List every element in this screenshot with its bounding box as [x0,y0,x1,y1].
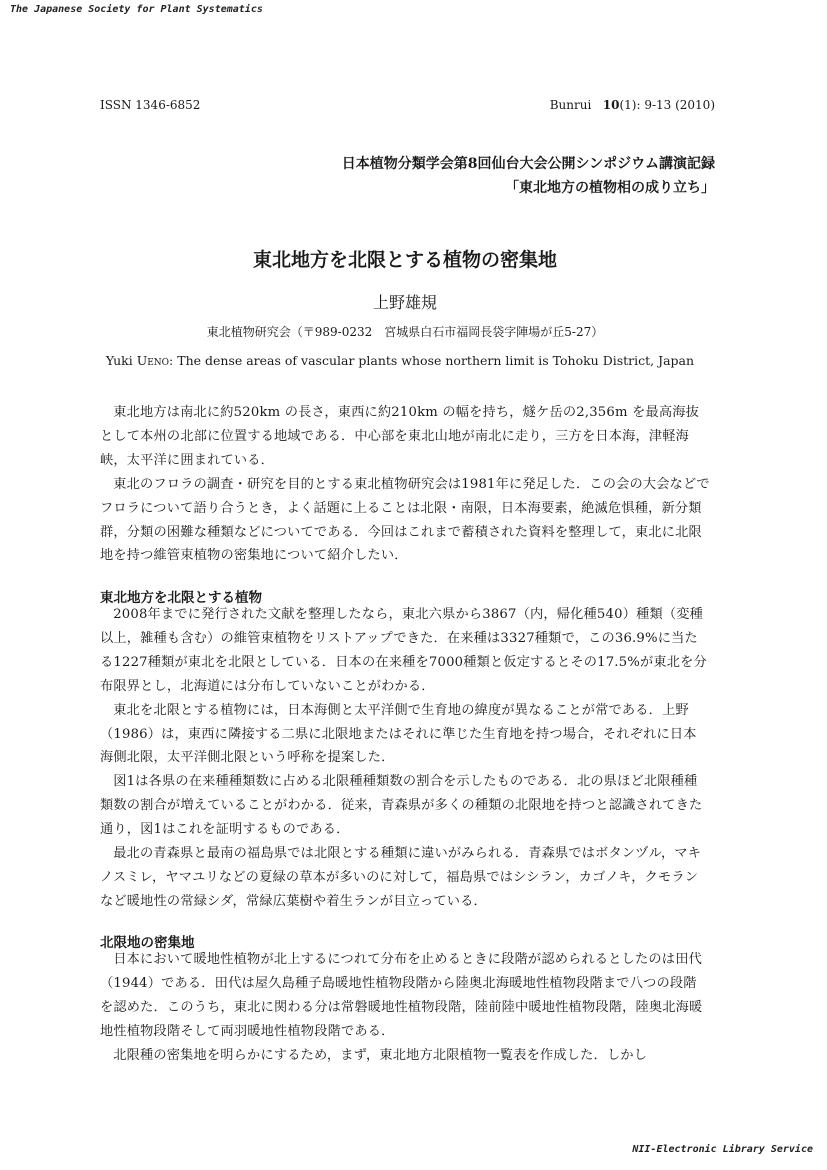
intro-text [100,401,710,568]
journal-volume: 10 [602,98,620,112]
paragraph: 東北地方は南北に約520km の長さ，東西に約210km の幅を持ち，燧ケ岳の2,356m を最高海抜として本州の北部に位置する地域である．中心部を東北山地が南北に走り，三方を日本海，津軽海峡，太平洋に囲まれている． [100,405,700,468]
section-heading: 東北地方を北限とする植物 [100,590,262,606]
author-affiliation: 東北植物研究会（〒989-0232 宮城県白石市福岡長袋字陣場が丘5-27） [206,325,604,339]
bottom-credit: NII-Electronic Library Service [632,1144,813,1155]
paragraph: 東北を北限とする植物には，日本海側と太平洋側で生育地の緯度が異なることが常である．上野（1986）は，東西に隣接する二県に北限地またはそれに準じた生育地を持つ場合，それぞれに日本海側北限，太平洋側北限という呼称を提案した． [100,702,697,766]
english-author-given: Yuki [105,353,137,368]
paragraph: 日本において暖地性植物が北上するにつれて分布を止めるときに段階が認められるとしたのは田代（1944）である．田代は屋久島種子島暖地性植物段階から陸奥北海暖地性植物段階まで八つの段階を認めた．このうち，東北に関わる分は常磐暖地性植物段階，陸前陸中暖地性植物段階，陸奥北海暖地性植物段階そして両羽暖地性植物段階である． [100,952,703,1039]
paragraph: 図1は各県の在来種種類数に占める北限種種類数の割合を示したものである．北の県ほど北限種種類数の割合が増えていることがわかる．従来，青森県が多くの種類の北限地を持つと認識されてきた通り，図1はこれを証明するものである． [100,774,703,838]
article-author: 上野雄規 [372,293,437,312]
english-title-text: : The dense areas of vascular plants whose northern limit is Tohoku District, Japan [169,353,695,368]
top-credit: The Japanese Society for Plant Systematics [10,4,263,15]
paragraph: 東北のフロラの調査・研究を目的とする東北植物研究会は1981年に発足した．この会の大会などでフロラについて語り合うとき，よく話題に上ることは北限・南限，日本海要素，絶滅危惧種，新分類群，分類の困難な種類などについてである．今回はこれまで蓄積された資料を整理して，東北に北限地を持つ維管束植物の密集地について紹介したい． [100,476,710,564]
section-text [100,603,710,914]
article-title: 東北地方を北限とする植物の密集地 [252,249,557,271]
symposium-line-1: 日本植物分類学会第8回仙台大会公開シンポジウム講演記録 [341,156,715,172]
paragraph: 最北の青森県と最南の福島県では北限とする種類に違いがみられる．青森県ではボタンヅル，マキノスミレ，ヤマユリなどの夏緑の草本が多いのに対して，福島県ではシシラン，カゴノキ，クモランなど暖地性の常緑シダ，常緑広葉樹や着生ランが目立っている． [100,846,702,909]
paragraph: 北限種の密集地を明らかにするため，まず，東北地方北限植物一覧表を作成した．しかし [113,1047,648,1063]
journal-name: Bunrui [549,98,592,112]
journal-citation [550,98,715,112]
section-heading: 北限地の密集地 [100,935,195,951]
journal-issue-pages: (1): 9-13 (2010) [619,98,715,112]
english-author-family: Ueno [136,353,170,368]
paragraph: 2008年までに発行された文献を整理したなら，東北六県から3867（内，帰化種540）種類（変種以上，雑種も含む）の維管束植物をリストアップできた．在来種は3327種類で，この36.9%に当たる1227種類が東北を北限としている．日本の在来種を7000種類と仮定するとその17.5%が東北を分布限界とし，北海道には分布していないことがわかる． [100,607,707,694]
english-title [0,353,800,368]
section-text [100,948,710,1068]
symposium-line-2: 「東北地方の植物相の成り立ち」 [505,180,715,196]
issn: ISSN 1346-6852 [100,98,201,112]
